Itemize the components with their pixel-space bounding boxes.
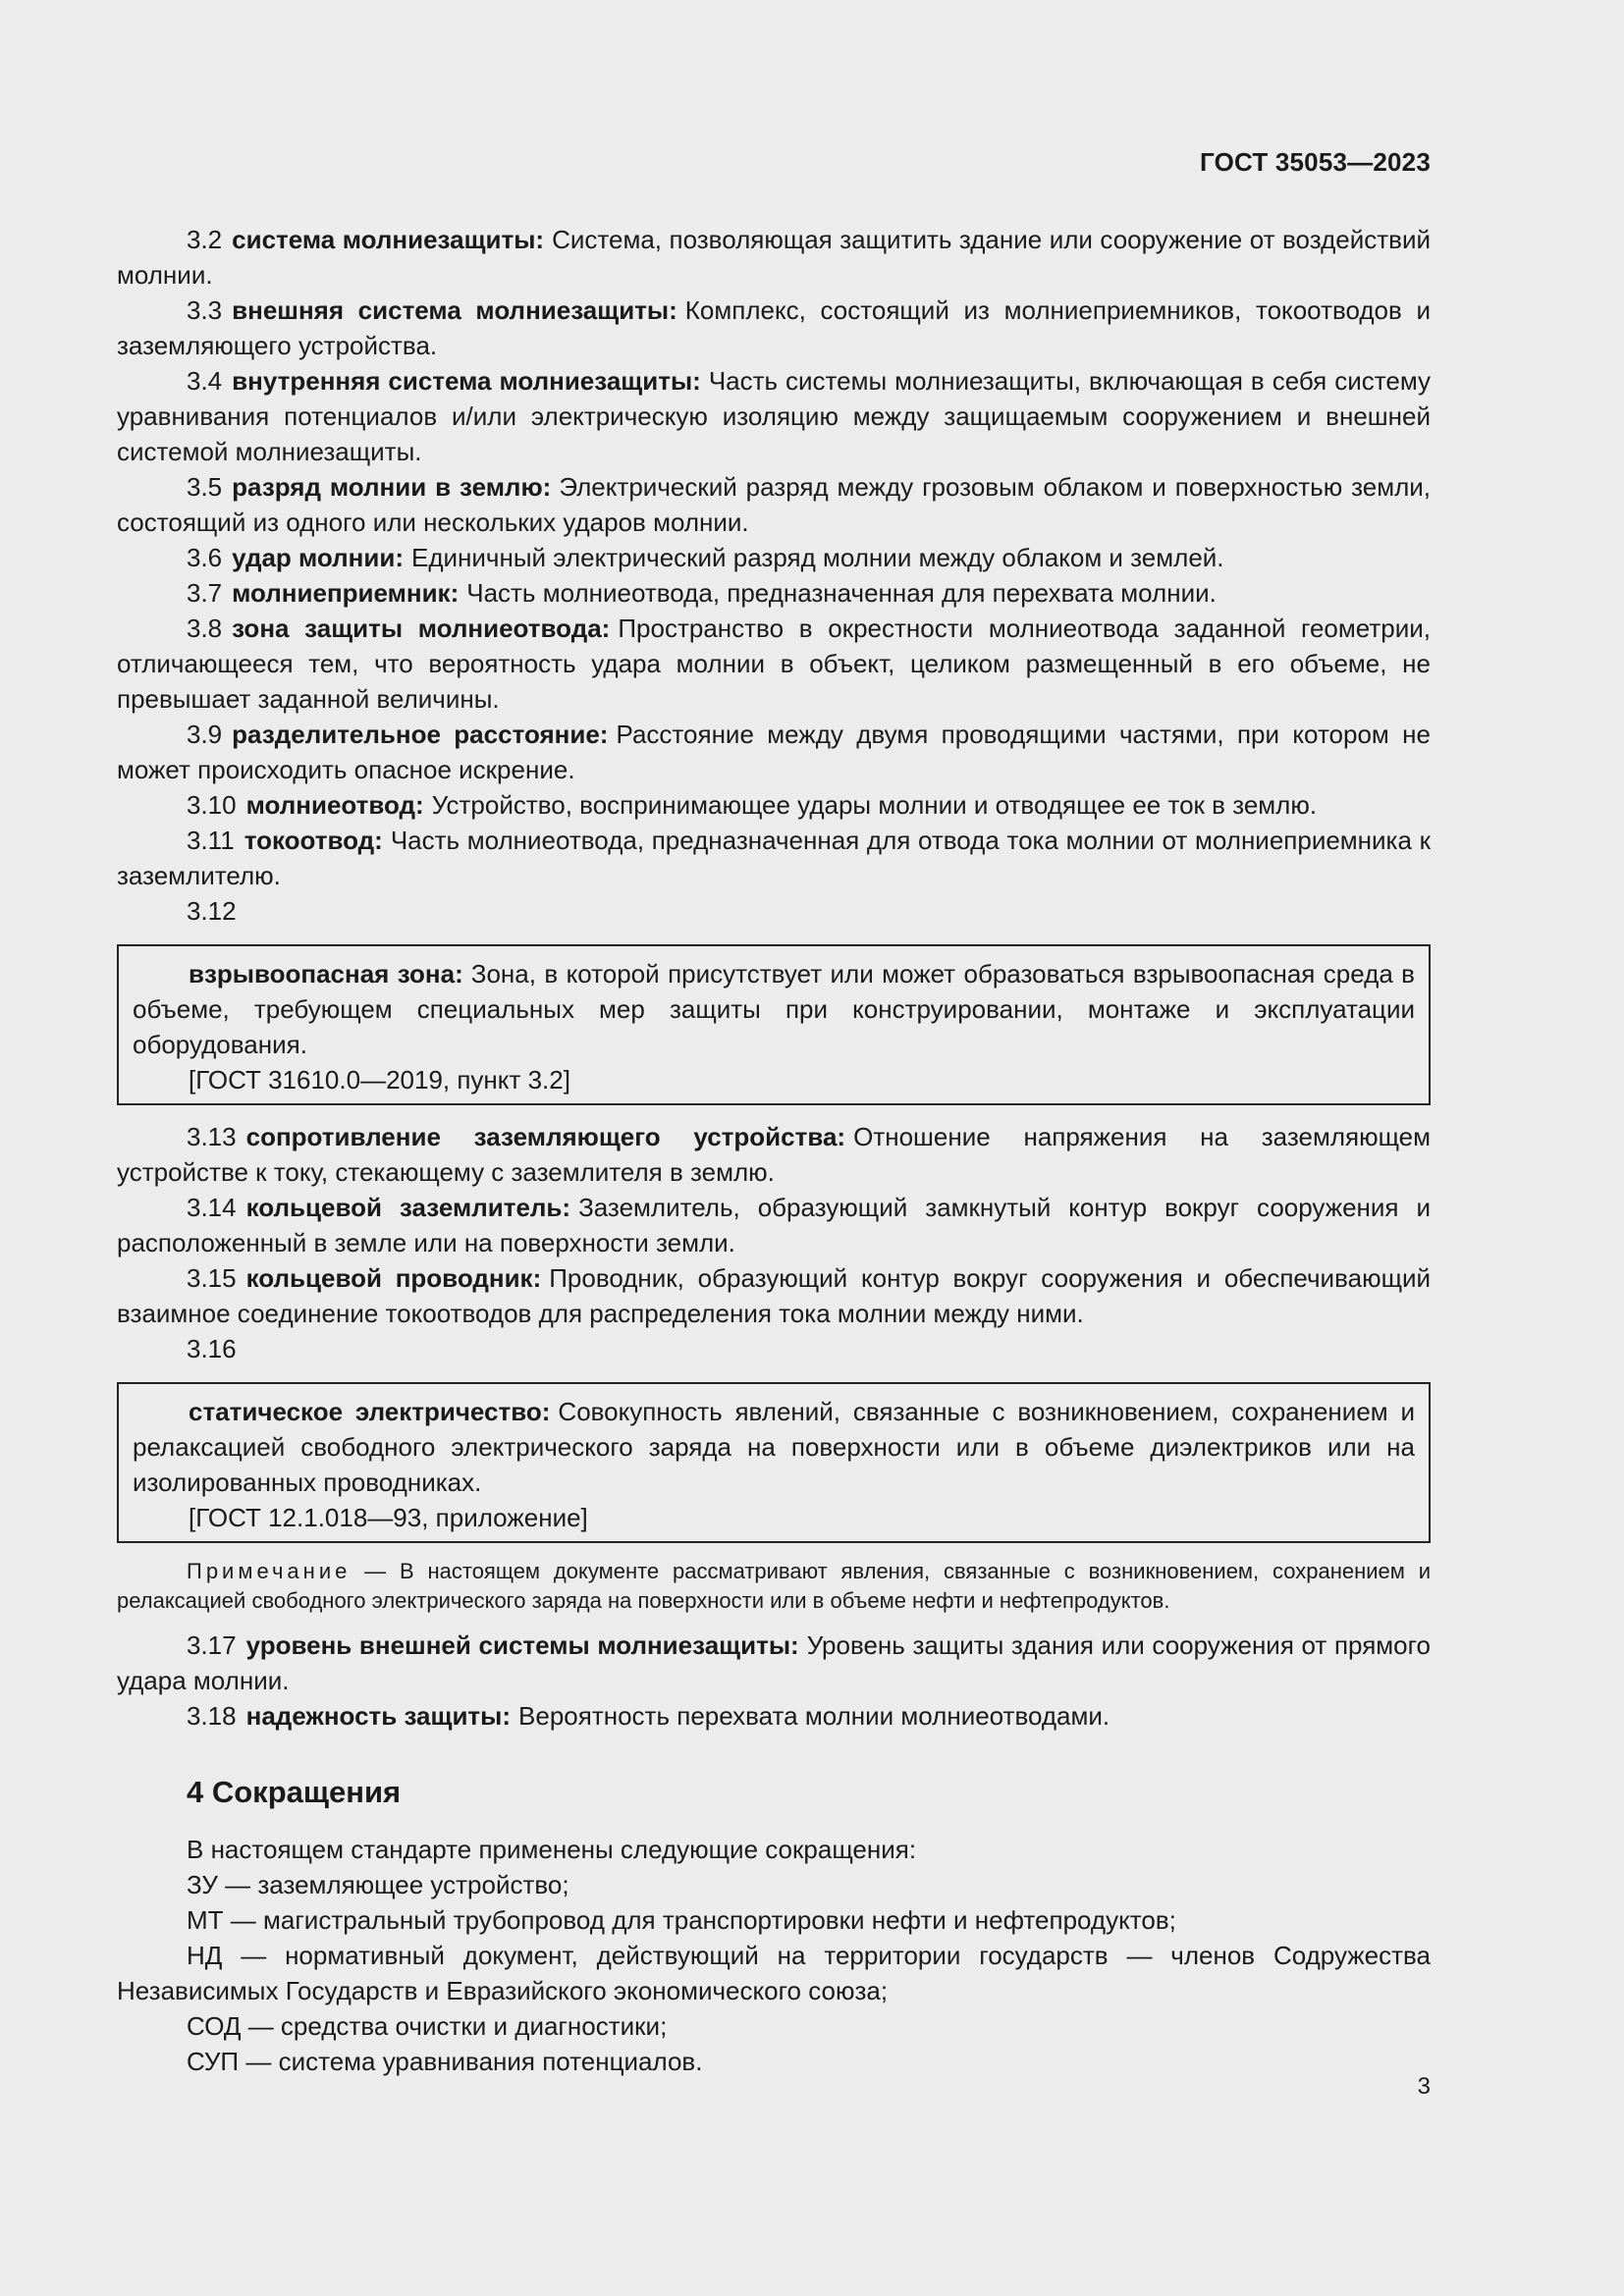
- term-name: надежность защиты:: [245, 1701, 512, 1731]
- term-name: удар молнии:: [232, 543, 405, 572]
- term-3-16: [133, 1394, 1415, 1500]
- note-text: — В настоящем документе рассматривают явления, связанные с возникновением, сохранением и релаксацией свободного электрического заряда на поверхности или в объеме нефти и нефтепродуктов.: [117, 1559, 1431, 1613]
- term-number: 3.13: [187, 1122, 237, 1151]
- term-number: 3.12: [187, 896, 237, 926]
- term-definition: Отношение напряжения на заземляющем устройстве к току, стекающему с заземлителя в землю.: [117, 1122, 1432, 1187]
- term-number: 3.11: [187, 826, 235, 855]
- term-definition: Уровень защиты здания или сооружения от прямого удара молнии.: [117, 1630, 1431, 1695]
- term-definition: Заземлитель, образующий замкнутый контур вокруг сооружения и расположенный в земле или на поверхности земли.: [117, 1193, 1431, 1257]
- term-3-6: [117, 540, 1431, 575]
- term-3-12-number: [117, 893, 1431, 929]
- term-name: молниеотвод:: [245, 790, 424, 820]
- term-definition: Система, позволяющая защитить здание или сооружение от воздействий молнии.: [117, 225, 1431, 290]
- term-3-4: [117, 363, 1431, 469]
- term-number: 3.9: [187, 720, 223, 749]
- term-3-5: [117, 469, 1431, 540]
- term-3-3: [117, 293, 1431, 363]
- term-3-15: [117, 1260, 1431, 1331]
- term-number: 3.5: [187, 472, 223, 502]
- term-definition: Единичный электрический разряд молнии между облаком и землей.: [411, 543, 1224, 572]
- term-number: 3.6: [187, 543, 223, 572]
- section-heading: 4 Сокращения: [187, 1775, 402, 1809]
- term-definition: Комплекс, состоящий из молниеприемников, токоотводов и заземляющего устройства.: [117, 295, 1431, 360]
- term-number: 3.16: [187, 1334, 237, 1363]
- term-3-10: [117, 787, 1431, 823]
- term-source-reference: [ГОСТ 31610.0—2019, пункт 3.2]: [189, 1065, 570, 1095]
- term-number: 3.14: [187, 1193, 237, 1222]
- abbreviation-item: МТ — магистральный трубопровод для транспортировки нефти и нефтепродуктов;: [187, 1905, 1176, 1935]
- term-number: 3.8: [187, 614, 223, 643]
- term-number: 3.10: [187, 790, 237, 820]
- abbreviation-item: НД — нормативный документ, действующий на территории государств — членов Содружества Независимых Государств и Евразийского экономического союза;: [117, 1941, 1431, 2005]
- term-3-18: [117, 1698, 1431, 1734]
- term-3-16-number: [117, 1331, 1431, 1366]
- term-number: 3.18: [187, 1701, 237, 1731]
- term-name: зона защиты молниеотвода:: [232, 614, 611, 643]
- note: [117, 1557, 1431, 1616]
- term-name: молниеприемник:: [232, 578, 460, 608]
- term-definition: Вероятность перехвата молнии молниеотводами.: [518, 1701, 1110, 1731]
- term-definition: Пространство в окрестности молниеотвода заданной геометрии, отличающееся тем, что вероятность удара молнии в объект, целиком размещенный в его объеме, не превышает заданной величины.: [117, 614, 1432, 714]
- term-name: разделительное расстояние:: [232, 720, 609, 749]
- term-definition: Устройство, воспринимающее удары молнии и отводящее ее ток в землю.: [431, 790, 1318, 820]
- term-3-9: [117, 717, 1431, 787]
- term-name: кольцевой заземлитель:: [245, 1193, 571, 1222]
- term-3-2: [117, 222, 1431, 293]
- term-number: 3.3: [187, 295, 223, 325]
- abbreviation-item: СОД — средства очистки и диагностики;: [187, 2011, 668, 2041]
- term-number: 3.2: [187, 225, 223, 254]
- term-name: уровень внешней системы молниезащиты:: [245, 1630, 799, 1660]
- term-3-7: [117, 575, 1431, 611]
- term-3-17: [117, 1628, 1431, 1698]
- term-name: кольцевой проводник:: [245, 1263, 542, 1293]
- document-code-header: ГОСТ 35053—2023: [1200, 147, 1431, 177]
- term-number: 3.17: [187, 1630, 237, 1660]
- term-3-12: [133, 956, 1415, 1062]
- term-definition: Часть молниеотвода, предназначенная для перехвата молнии.: [466, 578, 1217, 608]
- term-3-14: [117, 1190, 1431, 1260]
- term-name: токоотвод:: [244, 826, 383, 855]
- term-source-reference: [ГОСТ 12.1.018—93, приложение]: [189, 1503, 588, 1532]
- term-number: 3.4: [187, 366, 223, 396]
- page-number: 3: [1417, 2073, 1431, 2100]
- term-name: статическое электричество:: [189, 1397, 551, 1426]
- note-label: Примечание: [187, 1559, 352, 1583]
- term-definition: Проводник, образующий контур вокруг сооружения и обеспечивающий взаимное соединение токоотводов для распределения тока молнии между ними.: [117, 1263, 1432, 1328]
- term-3-11: [117, 823, 1431, 893]
- term-number: 3.7: [187, 578, 223, 608]
- quoted-term-box: [117, 1382, 1431, 1543]
- quoted-term-box: [117, 944, 1431, 1105]
- term-definition: Часть системы молниезащиты, включающая в себя систему уравнивания потенциалов и/или электрическую изоляцию между защищаемым сооружением и внешней системой молниезащиты.: [117, 366, 1431, 466]
- term-name: внутренняя система молниезащиты:: [232, 366, 701, 396]
- term-3-13: [117, 1119, 1431, 1190]
- term-name: взрывоопасная зона:: [189, 959, 463, 988]
- term-definition: Совокупность явлений, связанные с возникновением, сохранением и релаксацией свободного электрического заряда на поверхности или в объеме диэлектриков или на изолированных проводниках.: [133, 1397, 1415, 1497]
- term-name: сопротивление заземляющего устройства:: [245, 1122, 846, 1151]
- term-name: разряд молнии в землю:: [232, 472, 552, 502]
- term-definition: Электрический разряд между грозовым облаком и поверхностью земли, состоящий из одного или нескольких ударов молнии.: [117, 472, 1431, 537]
- abbreviation-item: СУП — система уравнивания потенциалов.: [187, 2047, 703, 2076]
- term-definition: Часть молниеотвода, предназначенная для отвода тока молнии от молниеприемника к заземлителю.: [117, 826, 1431, 890]
- document-body: [117, 222, 1431, 2079]
- term-name: система молниезащиты:: [232, 225, 545, 254]
- term-name: внешняя система молниезащиты:: [232, 295, 677, 325]
- term-definition: Зона, в которой присутствует или может образоваться взрывоопасная среда в объеме, требующем специальных мер защиты при конструировании, монтаже и эксплуатации оборудования.: [133, 959, 1415, 1059]
- abbreviation-item: ЗУ — заземляющее устройство;: [187, 1870, 569, 1899]
- term-3-8: [117, 611, 1431, 717]
- section-intro: В настоящем стандарте применены следующие сокращения:: [187, 1835, 917, 1864]
- term-definition: Расстояние между двумя проводящими частями, при котором не может происходить опасное искрение.: [117, 720, 1431, 784]
- term-number: 3.15: [187, 1263, 237, 1293]
